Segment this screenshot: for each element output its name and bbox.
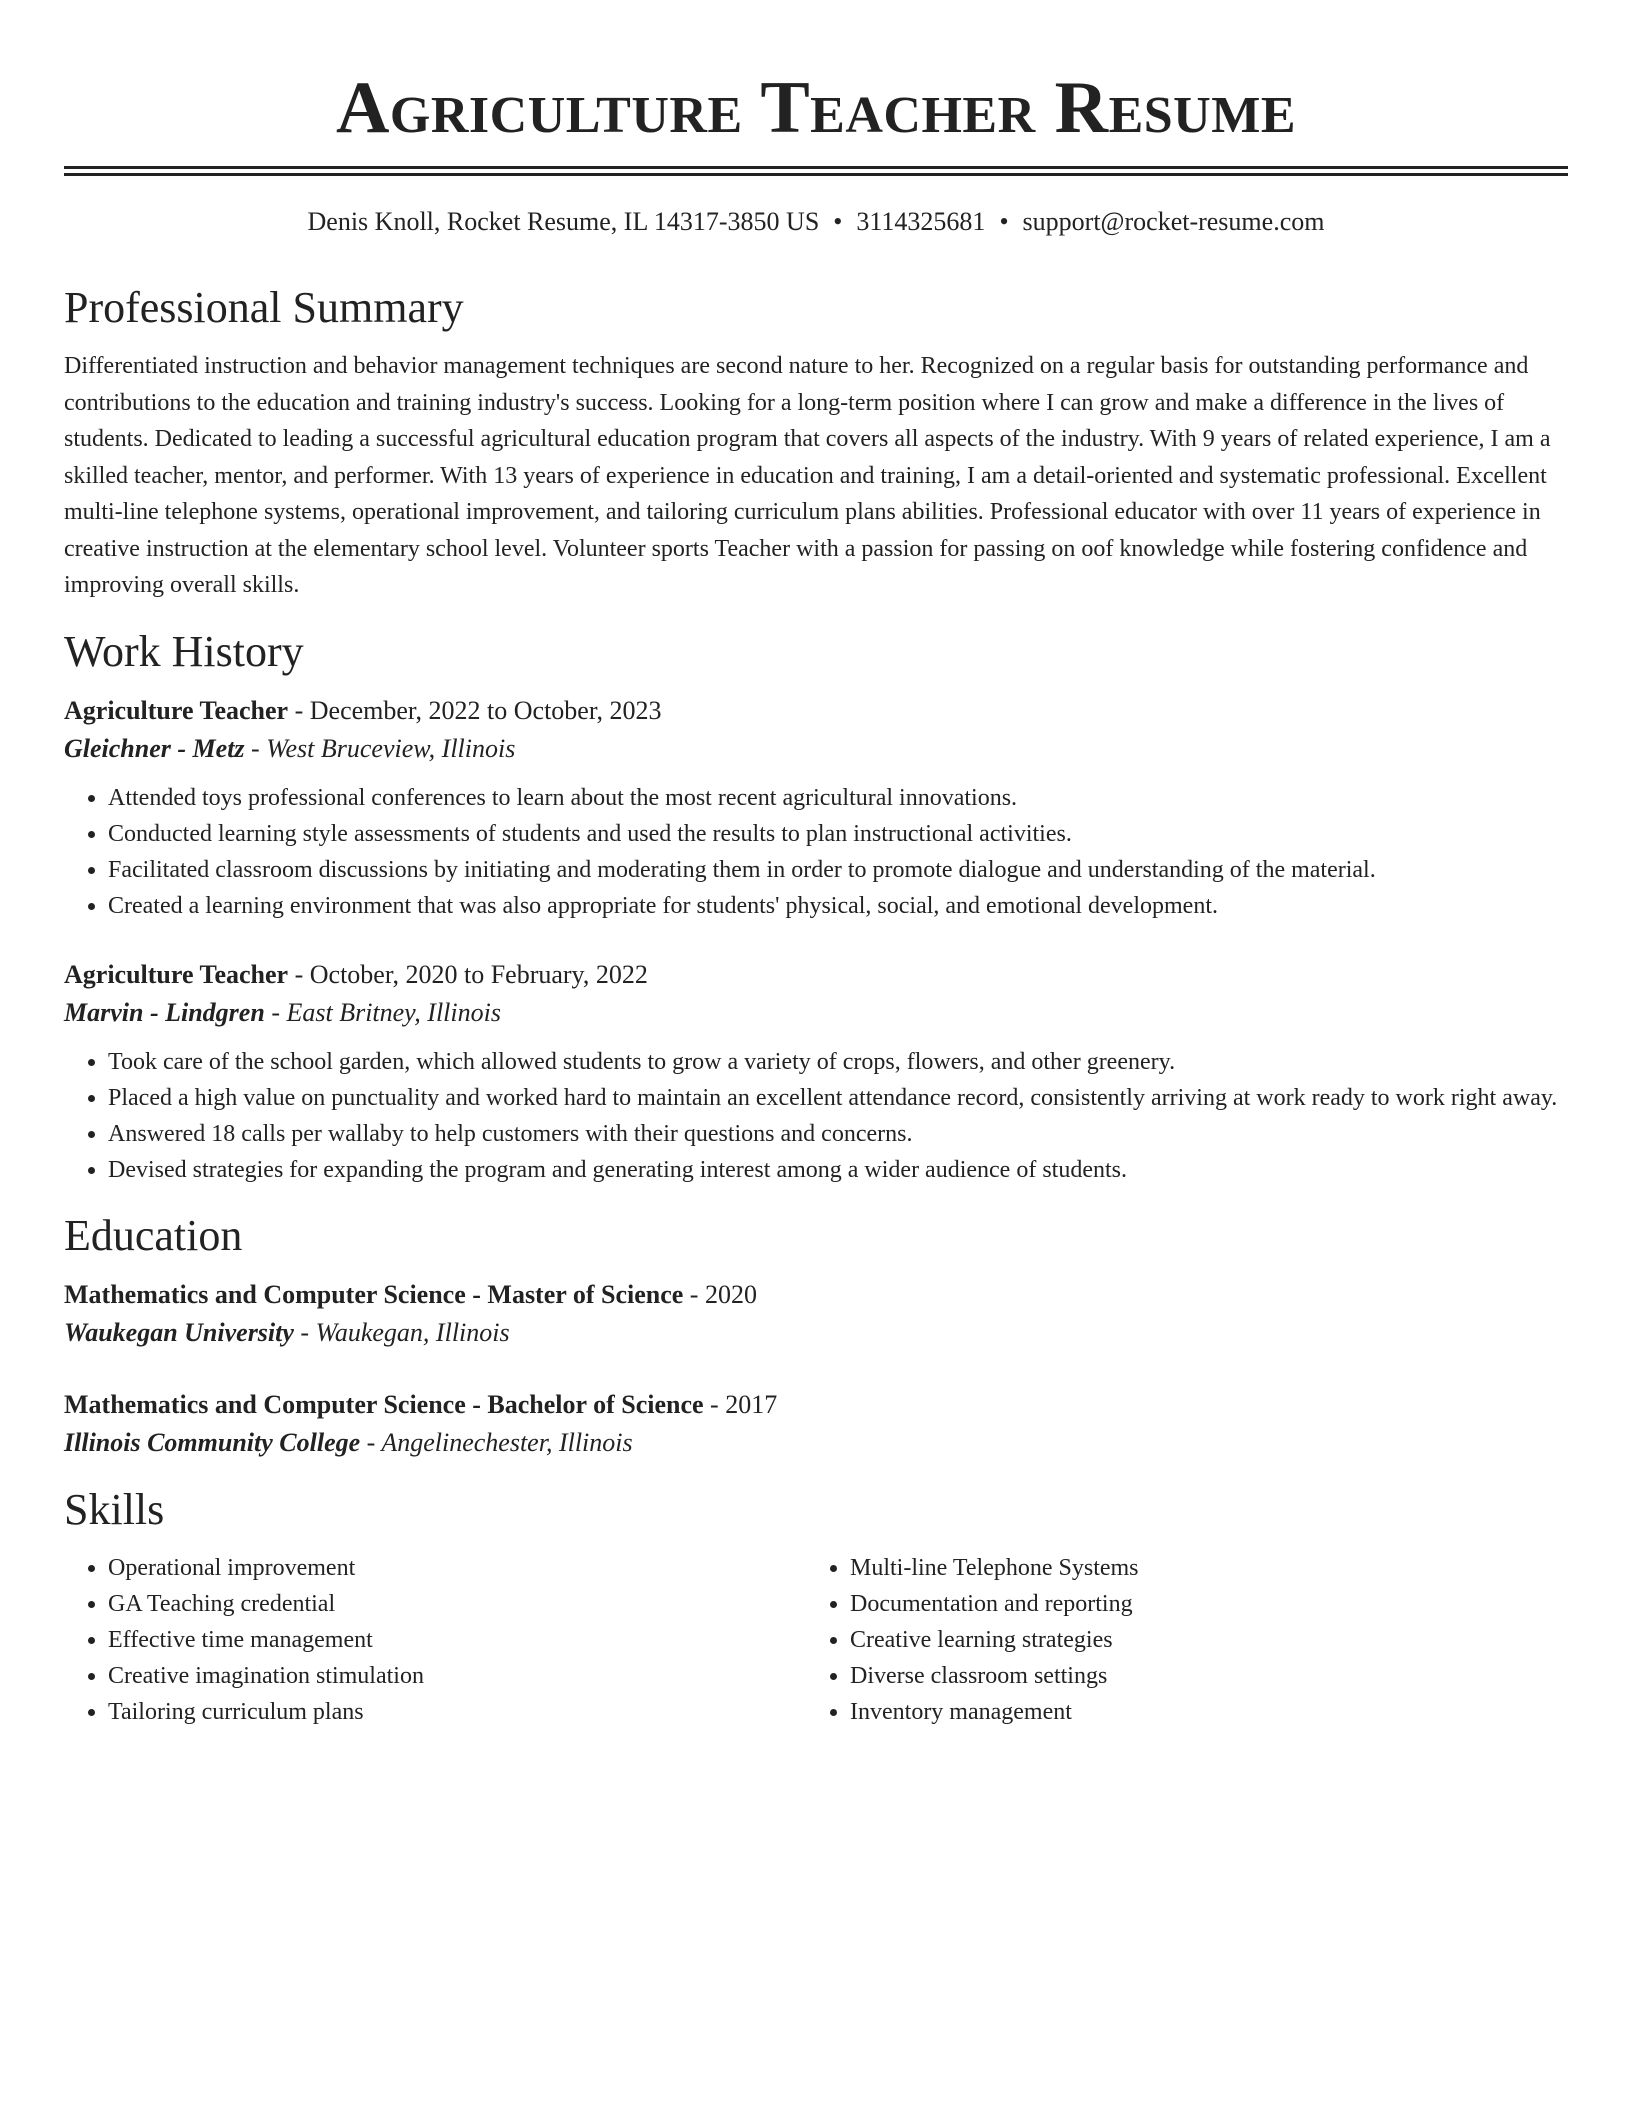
- job-employer-line: [64, 994, 1568, 1032]
- list-item: • Inventory management: [850, 1694, 1548, 1730]
- list-item: • Tailoring curriculum plans: [108, 1694, 806, 1730]
- education-entry: [64, 1386, 1568, 1462]
- skills-heading: Skills: [64, 1484, 165, 1534]
- list-item: • Conducted learning style assessments of students and used the results to plan instructional activities.: [108, 816, 1568, 852]
- title-double-rule: [64, 166, 1568, 176]
- education-year: - 2017: [703, 1389, 778, 1419]
- list-item: • GA Teaching credential: [108, 1586, 806, 1622]
- list-item: • Answered 18 calls per wallaby to help customers with their questions and concerns.: [108, 1116, 1568, 1152]
- contact-line: [64, 206, 1568, 238]
- job-employer: Gleichner - Metz: [64, 733, 245, 763]
- list-item: • Diverse classroom settings: [850, 1658, 1548, 1694]
- job-employer: Marvin - Lindgren: [64, 997, 265, 1027]
- job-bullets: [64, 780, 1568, 924]
- list-item: • Created a learning environment that was also appropriate for students' physical, social, and emotional development.: [108, 888, 1568, 924]
- education-location: - Waukegan, Illinois: [293, 1317, 510, 1347]
- contact-separator: •: [999, 207, 1009, 236]
- job-entry: [64, 692, 1568, 924]
- skills-columns: [64, 1550, 1568, 1730]
- education-entry: [64, 1276, 1568, 1352]
- list-item: • Multi-line Telephone Systems: [850, 1550, 1548, 1586]
- job-dates: - October, 2020 to February, 2022: [288, 959, 648, 989]
- education-header: [64, 1386, 1568, 1424]
- list-item: • Devised strategies for expanding the program and generating interest among a wider audience of students.: [108, 1152, 1568, 1188]
- job-employer-line: [64, 730, 1568, 768]
- list-item: • Operational improvement: [108, 1550, 806, 1586]
- resume-page: [64, 0, 1568, 1730]
- contact-separator: •: [833, 207, 843, 236]
- education-school-line: [64, 1314, 1568, 1352]
- work-history-heading: Work History: [64, 626, 304, 676]
- education-school: Illinois Community College: [64, 1427, 361, 1457]
- list-item: • Attended toys professional conferences to learn about the most recent agricultural innovations.: [108, 780, 1568, 816]
- list-item: • Creative learning strategies: [850, 1622, 1548, 1658]
- skills-list-right: [806, 1550, 1548, 1730]
- list-item: • Took care of the school garden, which allowed students to grow a variety of crops, flowers, and other greenery.: [108, 1044, 1568, 1080]
- contact-email: support@rocket-resume.com: [1022, 207, 1325, 236]
- summary-text: Differentiated instruction and behavior management techniques are second nature to her. Recognized on a regular basis for outstanding performance and contributions to the education and training industry's success. Looking for a long-term position where I can grow and make a difference in the lives of students. Dedicated to leading a successful agricultural education program that covers all aspects of the industry. With 9 years of related experience, I am a skilled teacher, mentor, and performer. With 13 years of experience in education and training, I am a detail-oriented and systematic professional. Excellent multi-line telephone systems, operational improvement, and tailoring curriculum plans abilities. Professional educator with over 11 years of experience in creative instruction at the elementary school level. Volunteer sports Teacher with a passion for passing on oof knowledge while fostering confidence and improving overall skills.: [64, 353, 1551, 598]
- list-item: • Effective time management: [108, 1622, 806, 1658]
- education-heading: Education: [64, 1210, 243, 1260]
- job-header: [64, 956, 1568, 994]
- list-item: • Documentation and reporting: [850, 1586, 1548, 1622]
- skills-list-left: [64, 1550, 806, 1730]
- education-location: - Angelinechester, Illinois: [360, 1427, 633, 1457]
- contact-phone: 3114325681: [856, 207, 986, 236]
- job-entry: [64, 956, 1568, 1188]
- job-title: Agriculture Teacher: [64, 695, 289, 725]
- job-location: - East Britney, Illinois: [264, 997, 501, 1027]
- resume-title: Agriculture Teacher Resume: [335, 67, 1297, 149]
- job-title: Agriculture Teacher: [64, 959, 289, 989]
- education-degree: Mathematics and Computer Science - Bachelor of Science: [64, 1389, 704, 1419]
- list-item: • Creative imagination stimulation: [108, 1658, 806, 1694]
- list-item: • Facilitated classroom discussions by initiating and moderating them in order to promote dialogue and understanding of the material.: [108, 852, 1568, 888]
- list-item: • Placed a high value on punctuality and worked hard to maintain an excellent attendance record, consistently arriving at work ready to work right away.: [108, 1080, 1568, 1116]
- education-school: Waukegan University: [64, 1317, 294, 1347]
- job-location: - West Bruceview, Illinois: [244, 733, 516, 763]
- job-dates: - December, 2022 to October, 2023: [288, 695, 662, 725]
- job-bullets: [64, 1044, 1568, 1188]
- contact-address: Denis Knoll, Rocket Resume, IL 14317-3850 US: [307, 207, 820, 236]
- job-header: [64, 692, 1568, 730]
- education-year: - 2020: [683, 1279, 757, 1309]
- education-degree: Mathematics and Computer Science - Master of Science: [64, 1279, 684, 1309]
- education-school-line: [64, 1424, 1568, 1462]
- summary-heading: Professional Summary: [64, 283, 464, 332]
- education-header: [64, 1276, 1568, 1314]
